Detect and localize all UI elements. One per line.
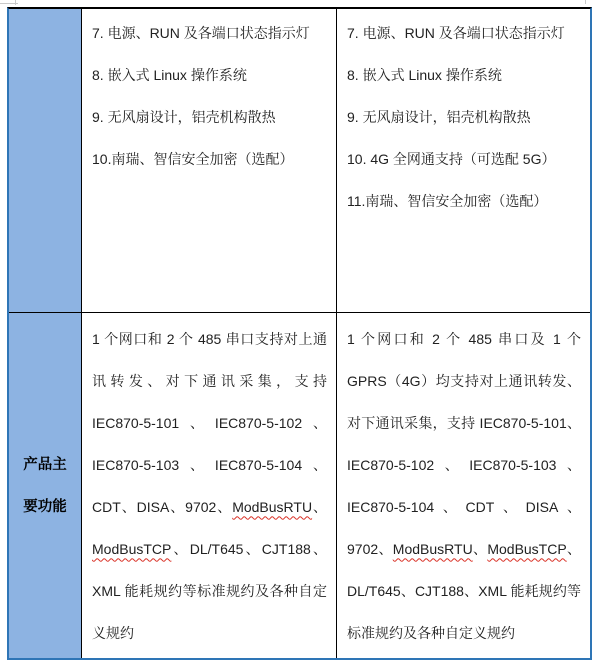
list-item: 8. 嵌入式 Linux 操作系统 xyxy=(347,67,502,83)
text-segment: 、 xyxy=(472,540,488,557)
row-features-variant-b-cell xyxy=(337,9,590,313)
label-line: 产品主 xyxy=(23,456,67,473)
list-item: 8. 嵌入式 Linux 操作系统 xyxy=(92,67,247,83)
list-item: 9. 无风扇设计，铝壳机构散热 xyxy=(347,109,531,125)
row-main-functions-label-cell xyxy=(9,313,82,658)
misspelled-word: ModBusRTU xyxy=(232,498,313,515)
text-segment: 、 xyxy=(312,498,328,515)
text-segment: 、DL/T645、CJT188、XML 能耗规约等标准规约及各种自定义规约 xyxy=(347,540,582,641)
row-main-functions-variant-b-cell xyxy=(337,313,590,658)
cropped-gridline-artifact xyxy=(585,0,586,4)
product-spec-table xyxy=(7,7,592,660)
misspelled-word: ModBusTCP xyxy=(487,540,567,557)
text-segment: 、DL/T645、CJT188、XML 能耗规约等标准规约及各种自定义规约 xyxy=(92,540,327,641)
row-main-functions-variant-a-cell xyxy=(82,313,337,658)
cropped-gridline-artifact xyxy=(15,0,16,5)
list-item: 7. 电源、RUN 及各端口状态指示灯 xyxy=(92,25,310,41)
list-item: 7. 电源、RUN 及各端口状态指示灯 xyxy=(347,25,565,41)
text-segment: 1 个网口和 2 个 485 串口及 1 个 GPRS（4G）均支持对上通讯转发、对下通讯采集，支持 IEC870-5-101、IEC870-5-102、IEC870-5-103、IEC870-5-104、CDT、DISA、9702、 xyxy=(347,330,581,557)
misspelled-word: ModBusRTU xyxy=(392,540,473,557)
row-features-label-cell xyxy=(9,9,82,313)
text-segment: 1 个网口和 2 个 485 串口支持对上通讯转发、对下通讯采集，支持 IEC870-5-101、IEC870-5-102、IEC870-5-103、IEC870-5-104、CDT、DISA、9702、 xyxy=(92,330,327,515)
list-item: 10.南瑞、智信安全加密（选配） xyxy=(92,151,294,167)
list-item: 11.南瑞、智信安全加密（选配） xyxy=(347,193,548,209)
main-functions-paragraph xyxy=(92,318,327,654)
misspelled-word: ModBusTCP xyxy=(92,540,172,557)
row-features-variant-a-cell xyxy=(82,9,337,313)
list-item: 9. 无风扇设计，铝壳机构散热 xyxy=(92,109,276,125)
label-line: 要功能 xyxy=(23,498,67,515)
list-item: 10. 4G 全网通支持（可选配 5G） xyxy=(347,151,556,167)
main-functions-paragraph xyxy=(347,318,581,654)
